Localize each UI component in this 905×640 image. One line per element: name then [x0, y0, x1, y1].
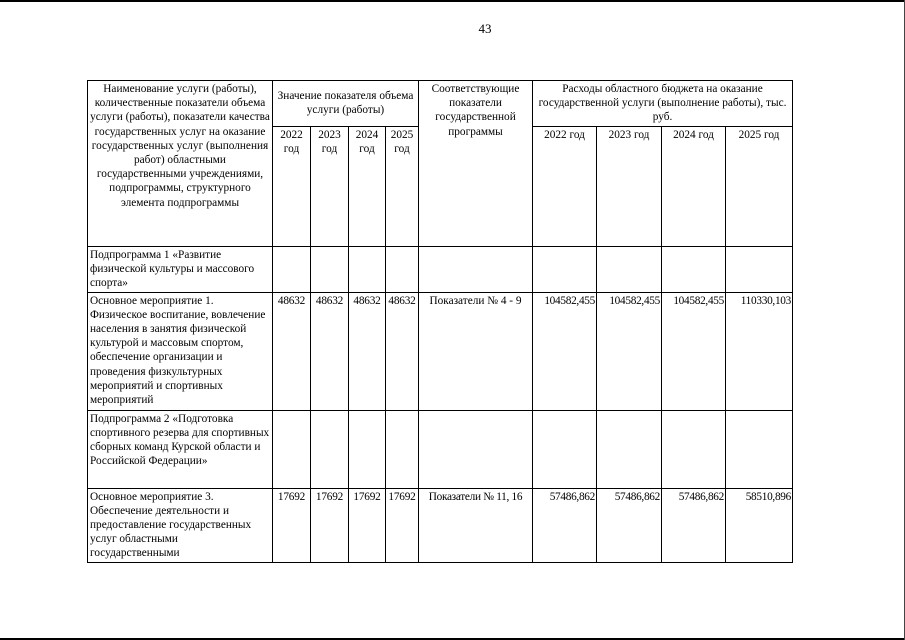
header-row-1: [88, 81, 793, 127]
scan-top-border: [0, 0, 905, 2]
expense-value: [662, 246, 726, 292]
indicator-value: 17692: [273, 488, 311, 562]
header-indicator-year-2025: 2025 год: [386, 126, 419, 246]
expense-value: [597, 410, 662, 488]
indicator-value: [311, 246, 349, 292]
header-expense-year-2022: 2022 год: [533, 126, 597, 246]
indicator-value: [386, 246, 419, 292]
expense-value: 110330,103: [726, 292, 793, 410]
table-row: [88, 292, 793, 410]
row-name: Подпрограмма 1 «Развитие физической культуры и массового спорта»: [88, 246, 273, 292]
expense-value: [726, 246, 793, 292]
row-name: Основное мероприятие 3. Обеспечение деятельности и предоставление государственных услуг областными государственными: [88, 488, 273, 562]
header-expense-year-2024: 2024 год: [662, 126, 726, 246]
program-indicators: Показатели № 4 - 9: [419, 292, 533, 410]
expense-value: 104582,455: [533, 292, 597, 410]
indicator-value: 17692: [386, 488, 419, 562]
expense-value: 57486,862: [597, 488, 662, 562]
expense-value: 57486,862: [533, 488, 597, 562]
table-row: [88, 488, 793, 562]
row-name: Основное мероприятие 1. Физическое воспитание, вовлечение населения в занятия физической культурой и массовым спортом, обеспечение организации и проведения физкультурных мероприятий и спортивных мероприятий: [88, 292, 273, 410]
indicator-value: [349, 246, 386, 292]
row-name: Подпрограмма 2 «Подготовка спортивного резерва для спортивных сборных команд Курской области и Российской Федерации»: [88, 410, 273, 488]
indicator-value: 48632: [349, 292, 386, 410]
indicator-value: [273, 410, 311, 488]
indicator-value: 17692: [311, 488, 349, 562]
expense-value: 57486,862: [662, 488, 726, 562]
expense-value: [533, 246, 597, 292]
expense-value: 104582,455: [662, 292, 726, 410]
table-row: [88, 410, 793, 488]
budget-table: [87, 80, 793, 563]
indicator-value: 48632: [273, 292, 311, 410]
header-program-cell: Соответствующие показатели государственной программы: [419, 81, 533, 247]
header-name-cell: Наименование услуги (работы), количественные показатели объема услуги (работы), показатели качества государственных услуг на оказание государственных услуг (выполнения работ) областными государственными учреждениями, подпрограммы, структурного элемента подпрограммы: [88, 81, 273, 247]
indicator-value: 48632: [386, 292, 419, 410]
program-indicators: [419, 246, 533, 292]
expense-value: [533, 410, 597, 488]
page-number: 43: [478, 21, 492, 36]
expense-value: 104582,455: [597, 292, 662, 410]
header-indicator-cell: Значение показателя объема услуги (работы): [273, 81, 419, 127]
indicator-value: 17692: [349, 488, 386, 562]
expense-value: [726, 410, 793, 488]
expense-value: [597, 246, 662, 292]
indicator-value: [386, 410, 419, 488]
program-indicators: Показатели № 11, 16: [419, 488, 533, 562]
indicator-value: [311, 410, 349, 488]
header-expense-year-2025: 2025 год: [726, 126, 793, 246]
header-indicator-year-2022: 2022 год: [273, 126, 311, 246]
header-expense-year-2023: 2023 год: [597, 126, 662, 246]
indicator-value: [349, 410, 386, 488]
header-expenses-cell: Расходы областного бюджета на оказание государственной услуги (выполнение работы), тыс. руб.: [533, 81, 793, 127]
indicator-value: [273, 246, 311, 292]
header-indicator-year-2023: 2023 год: [311, 126, 349, 246]
expense-value: [662, 410, 726, 488]
expense-value: 58510,896: [726, 488, 793, 562]
indicator-value: 48632: [311, 292, 349, 410]
header-indicator-year-2024: 2024 год: [349, 126, 386, 246]
table-row: [88, 246, 793, 292]
program-indicators: [419, 410, 533, 488]
